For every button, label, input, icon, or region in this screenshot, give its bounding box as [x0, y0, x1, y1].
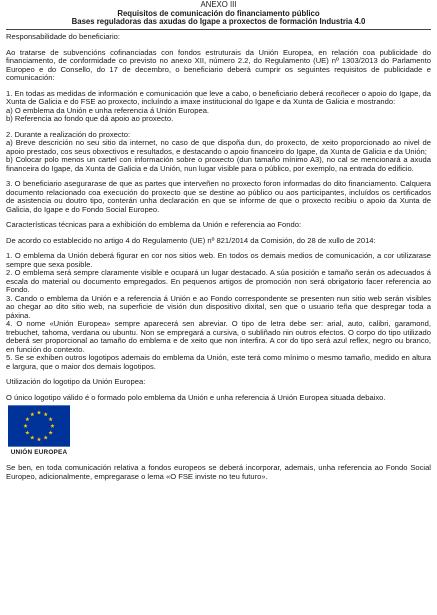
point-1-text: 1. En todas as medidas de información e comunicación que leve a cabo, o beneficiario deberá recoñecer o apoio do Igape, da Xunta de Galicia e do FSE ao proxecto, incluíndo a imaxe institucional do Igape e da Xunta de Galicia e mostrando: [6, 88, 431, 107]
rule-4: 4. O nome «Unión Europea» sempre aparecerá sen abreviar. O tipo de letra debe ser: arial, auto, calibri, garamond, trebuchet, tahoma, verdana ou ubuntu. Non se empregará a cursiva, o subliñado nin outros efectos. O corpo do tipo utilizado deberá ser proporcional ao tamaño do emblema e de xeito que non interfira. A cor do tipo será azul reflex, negro ou branco, en función do contexto. [6, 319, 431, 354]
document-title-line-1: Requisitos de comunicación do financiamento público [117, 8, 320, 18]
rule-5: 5. Se se exhiben outros logotipos ademais do emblema da Unión, este terá como mínimo o mesmo tamaño, medido en altura e largura, que o maior dos demais logotipos. [6, 353, 431, 371]
point-2-b: b) Colocar polo menos un cartel con información sobre o proxecto (dun tamaño mínimo A3), no cal se mencionará a axuda financeira do Igape, da Xunta de Galicia e da Unión, nun lugar visible para o público, por exemplo, na entrada do edificio. [6, 155, 431, 173]
point-1-b: b) Referencia ao fondo que dá apoio ao proxecto. [6, 114, 174, 124]
point-1-a: a) O emblema da Unión e unha referencia á Unión Europea. [6, 105, 210, 115]
point-2-a: a) Breve descrición no seu sitio da internet, no caso de que dispoña dun, do proxecto, de xeito proporcionado ao nivel de apoio prestado, cos seus obxectivos e resultados, e destacando o apoio financeiro do Igape, da Xunta de Galicia e da Unión; [6, 138, 431, 156]
technical-intro: De acordo co establecido no artigo 4 do Regulamento (UE) nº 821/2014 da Comisión, do 28 de xullo de 2014: [6, 235, 376, 245]
annex-label: ANEXO III [200, 0, 237, 9]
point-2-text: 2. Durante a realización do proxecto: [6, 129, 131, 139]
eu-logo [8, 405, 70, 456]
rule-3: 3. Cando o emblema da Unión e a referencia á Unión e ao Fondo correspondente se presenten nun sitio web serán visibles ao chegar ao dito sitio web, na superficie de visión dun dispositivo dixital, sen que o usuario teña que despregar toda a páxina. [6, 293, 431, 320]
rule-1: 1. O emblema da Unión deberá figurar en cor nos sitios web. En todos os demais medios de comunicación, a cor utilizarase sempre que sexa posible. [6, 251, 431, 269]
point-1 [6, 90, 431, 124]
closing-paragraph: Se ben, en toda comunicación relativa a fondos europeos se deberá incorporar, ademais, unha referencia ao Fondo Social Europeo, adicionalmente, empregarase o lema «O FSE inviste no teu futuro». [6, 463, 431, 481]
responsibility-heading: Responsabilidade do beneficiario: [6, 32, 120, 42]
technical-rules [6, 252, 431, 371]
point-3: 3. O beneficiario asegurarase de que as partes que interveñen no proxecto foron informadas do dito financiamento. Calquera documento relacionado coa execución do proxecto que se destine ao público ou aos participantes, incluídos os certificados de asistencia ou doutro tipo, conterán unha declaración en que se informe de que o proxecto recibiu o apoio da Xunta de Galicia, do Igape e do Fondo Social Europeo. [6, 179, 431, 214]
rule-2: 2. O emblema será sempre claramente visible e ocupará un lugar destacado. A súa posición e tamaño serán os adecuados á escala do material ou documento empregados. En pequenos artigos de promoción non será obrigatorio facer referencia ao Fondo. [6, 268, 431, 295]
intro-paragraph: Ao tratarse de subvencións cofinanciadas con fondos estruturais da Unión Europea, en relación coa publicidade do financiamento, de conformidade co previsto no anexo XII, número 2.2, do Regulamento (UE) nº 1303/2013 do Parlamento Europeo e do Consello, do 17 de decembro, o beneficiario deberá cumprir os seguintes requisitos de publicidade e comunicación: [6, 47, 431, 83]
logo-intro: O único logotipo válido é o formado polo emblema da Unión e unha referencia á Unión Europea situada debaixo. [6, 392, 386, 402]
document-page [6, 0, 431, 615]
logo-heading: Utilización do logotipo da Unión Europea: [6, 377, 146, 387]
title-separator [6, 29, 431, 30]
technical-heading: Características técnicas para a exhibición do emblema da Unión e referencia ao Fondo: [6, 220, 302, 230]
document-title-line-2: Bases reguladoras das axudas do Igape a proxectos de formación Industria 4.0 [71, 17, 366, 27]
eu-logo-caption: UNIÓN EUROPEA [10, 449, 68, 457]
eu-flag-icon [8, 405, 70, 447]
point-2 [6, 131, 431, 174]
